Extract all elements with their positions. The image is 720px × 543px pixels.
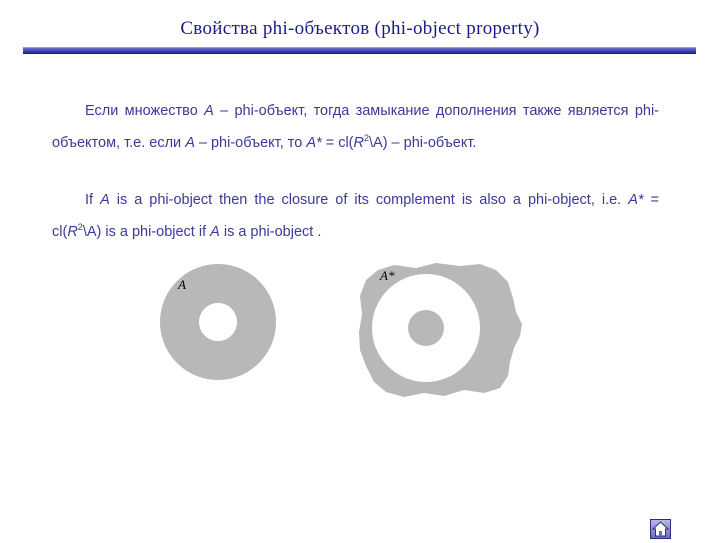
var-astar-en: A* bbox=[628, 192, 644, 208]
text-ru-1: Если множество bbox=[85, 103, 205, 119]
text-ru-5: \A) – phi-объект. bbox=[369, 135, 477, 151]
inner-disk-astar bbox=[408, 310, 444, 346]
var-r-en: R bbox=[67, 224, 78, 240]
home-icon bbox=[651, 520, 670, 538]
label-astar: A* bbox=[380, 268, 395, 283]
superscript-en: 2 bbox=[77, 222, 83, 233]
figure-set-astar bbox=[356, 262, 528, 403]
var-a-en-2: A bbox=[210, 224, 220, 240]
superscript-ru: 2 bbox=[363, 133, 369, 144]
var-a-ru-2: A bbox=[185, 135, 195, 151]
text-en-1: If bbox=[85, 192, 101, 208]
text-en-3: = cl( bbox=[52, 192, 659, 240]
text-en-2: is a phi-object then the closure of its complement is also a phi-object, i.e. bbox=[109, 192, 629, 208]
text-ru-4: = cl( bbox=[321, 135, 354, 151]
label-a: A bbox=[178, 277, 186, 292]
title-underline bbox=[23, 47, 696, 54]
var-a-en-1: A bbox=[100, 192, 110, 208]
figure-set-a bbox=[158, 262, 278, 387]
paragraph-english bbox=[52, 184, 659, 248]
text-ru-3: – phi-объект, то bbox=[194, 135, 307, 151]
var-r-ru: R bbox=[353, 135, 364, 151]
text-en-4: \A) is a phi-object if bbox=[82, 224, 211, 240]
text-en-5: is a phi-object . bbox=[219, 224, 322, 240]
slide-title: Свойства phi-объектов (phi-object property) bbox=[180, 18, 540, 39]
home-nav-button[interactable] bbox=[650, 519, 671, 539]
var-a-ru-1: A bbox=[204, 103, 214, 119]
paragraph-russian bbox=[52, 95, 659, 159]
var-astar-ru: A* bbox=[306, 135, 322, 151]
text-ru-2: – phi-объект, тогда замыкание дополнения также является phi-объектом, т.е. если bbox=[52, 103, 660, 151]
